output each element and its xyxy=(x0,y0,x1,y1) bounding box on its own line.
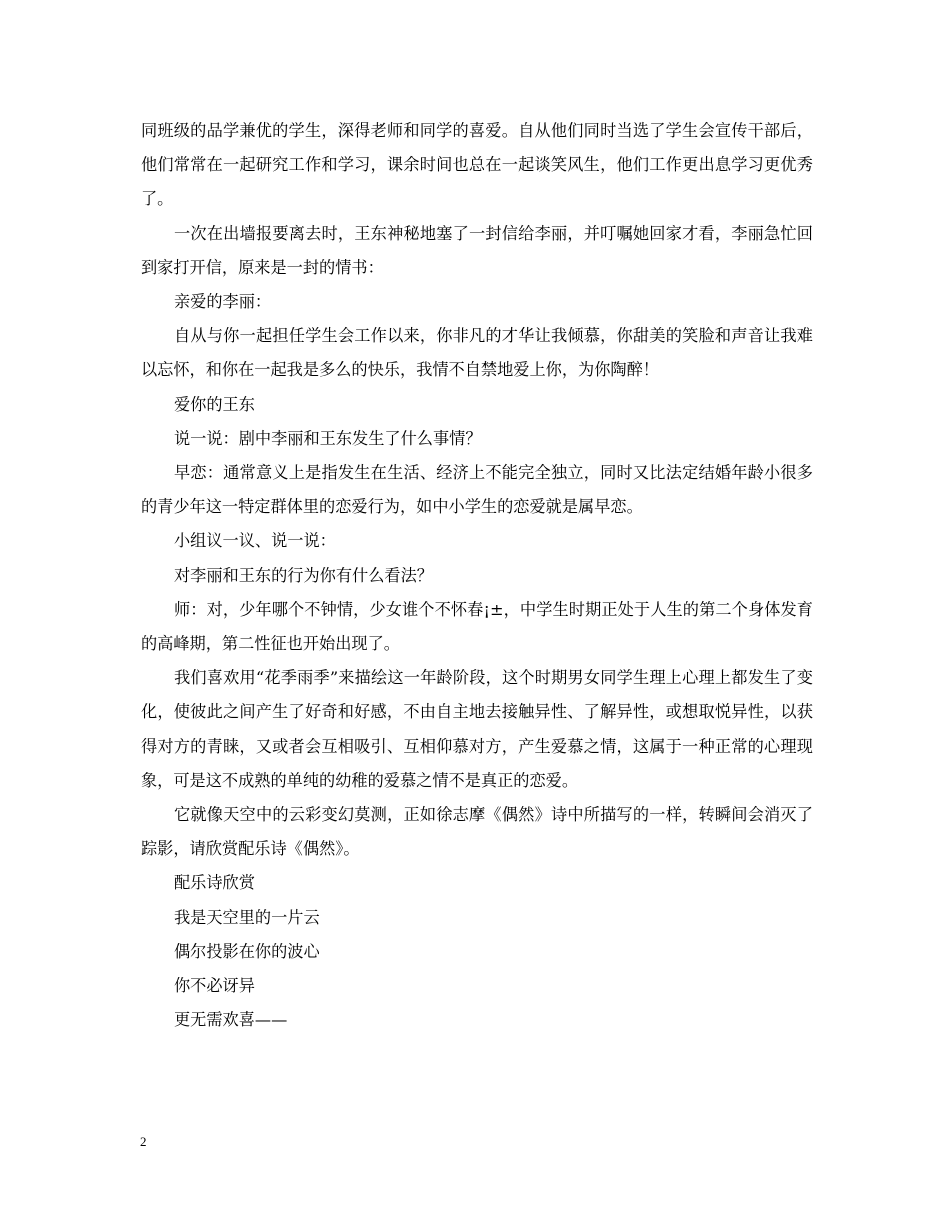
paragraph: 对李丽和王东的行为你有什么看法？ xyxy=(174,565,433,585)
poem-line: 你不必讶异 xyxy=(174,976,255,996)
paragraph: 早恋：通常意义上是指发生在生活、经济上不能完全独立，同时又比法定结婚年龄小很多的青少年这一特定群体里的恋爱行为，如中小学生的恋爱就是属早恋。 xyxy=(141,463,813,517)
poem-line: 偶尔投影在你的波心 xyxy=(174,941,320,961)
poem-line: 更无需欢喜—— xyxy=(174,1010,288,1030)
document-body xyxy=(141,114,813,1037)
paragraph: 亲爱的李丽： xyxy=(174,292,272,312)
paragraph: 小组议一议、说一说： xyxy=(174,531,336,551)
page-number: 2 xyxy=(140,1134,147,1149)
paragraph: 一次在出墙报要离去时，王东神秘地塞了一封信给李丽，并叮嘱她回家才看，李丽急忙回到家打开信，原来是一封的情书： xyxy=(141,223,813,277)
paragraph: 它就像天空中的云彩变幻莫测，正如徐志摩《偶然》诗中所描写的一样，转瞬间会消灭了踪影，请欣赏配乐诗《偶然》。 xyxy=(141,805,813,859)
paragraph: 自从与你一起担任学生会工作以来，你非凡的才华让我倾慕，你甜美的笑脸和声音让我难以忘怀，和你在一起我是多么的快乐，我情不自禁地爱上你，为你陶醉！ xyxy=(141,326,813,380)
poem-line: 我是天空里的一片云 xyxy=(174,907,320,927)
paragraph: 说一说：剧中李丽和王东发生了什么事情？ xyxy=(174,428,482,448)
paragraph: 同班级的品学兼优的学生，深得老师和同学的喜爱。自从他们同时当选了学生会宣传干部后，他们常常在一起研究工作和学习，课余时间也总在一起谈笑风生，他们工作更出息学习更优秀了。 xyxy=(141,121,813,209)
paragraph: 师：对，少年哪个不钟情，少女谁个不怀春¡±，中学生时期正处于人生的第二个身体发育的高峰期，第二性征也开始出现了。 xyxy=(141,599,813,654)
poem-heading: 配乐诗欣赏 xyxy=(174,873,255,893)
paragraph: 我们喜欢用“花季雨季”来描绘这一年龄阶段，这个时期男女同学生理上心理上都发生了变化，使彼此之间产生了好奇和好感，不由自主地去接触异性、了解异性，或想取悦异性，以获得对方的青睐，又或者会互相吸引、互相仰慕对方，产生爱慕之情，这属于一种正常的心理现象，可是这不成熟的单纯的幼稚的爱慕之情不是真正的恋爱。 xyxy=(141,668,813,790)
paragraph: 爱你的王东 xyxy=(174,394,255,414)
